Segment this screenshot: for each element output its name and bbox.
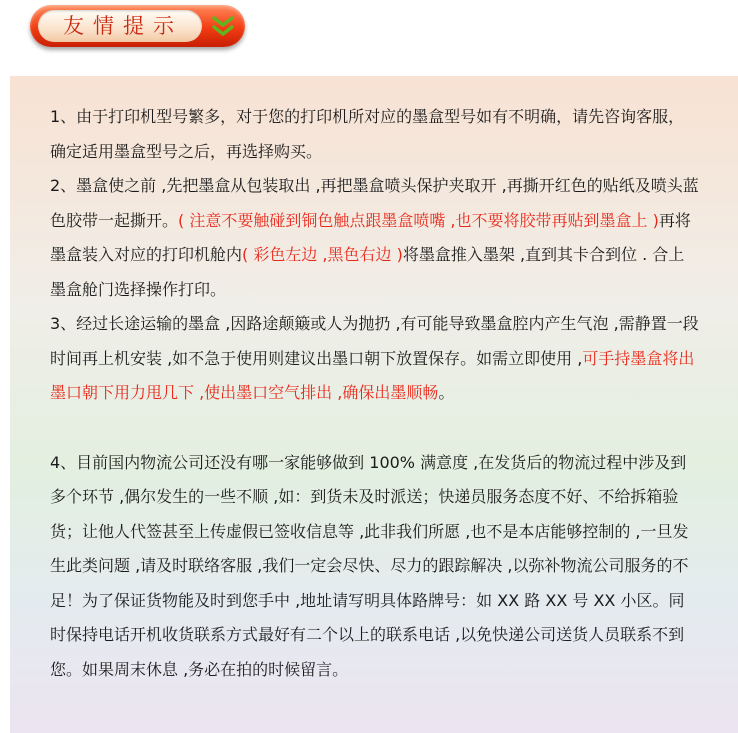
notice-item-2-text-2: 再将墨盒装入对应的打印机舱内	[50, 210, 691, 264]
notice-item-3-text: 3、经过长途运输的墨盒 ,因路途颠簸或人为抛扔 ,有可能导致墨盒腔内产生气泡 ,需静置一段时间再上机安装 ,如不急于使用则建议出墨口朝下放置保存。如需立即使用 ,	[50, 314, 699, 368]
notice-item-2-text: 2、墨盒使之前 ,先把墨盒从包装取出 ,再把墨盒喷头保护夹取开 ,再撕开红色的贴纸及喷头蓝色胶带一起撕开。	[50, 176, 699, 230]
spacer	[50, 411, 700, 446]
notice-item-2-warning: ( 注意不要触碰到铜色触点跟墨盒喷嘴 ,也不要将胶带再贴到墨盒上 )	[178, 210, 659, 230]
notice-item-2-text-3: 将墨盒推入墨架 ,直到其卡合到位 . 合上墨盒舱门选择操作打印。	[50, 245, 685, 299]
notice-item-3-warning: 可手持墨盒将出墨口朝下用力甩几下 ,使出墨口空气排出 ,确保出墨顺畅	[50, 348, 695, 402]
notice-item-3	[50, 307, 700, 411]
notice-panel	[10, 76, 738, 733]
tip-banner-label-area	[38, 10, 202, 42]
notice-item-2-slot-hint: ( 彩色左边 ,黑色右边 )	[242, 245, 403, 264]
notice-item-3-end: 。	[438, 383, 455, 402]
notice-item-1: 1、由于打印机型号繁多，对于您的打印机所对应的墨盒型号如有不明确，请先咨询客服，确定适用墨盒型号之后，再选择购买。	[50, 107, 685, 161]
notice-content	[50, 100, 700, 687]
tip-title: 友情提示	[63, 14, 183, 38]
notice-item-4: 4、目前国内物流公司还没有哪一家能够做到 100% 满意度 ,在发货后的物流过程中涉及到多个环节 ,偶尔发生的一些不顺 ,如：到货未及时派送；快递员服务态度不好、不给拆箱验货；让他人代签甚至上传虚假已签收信息等 ,此非我们所愿 ,也不是本店能够控制的 ,一旦发生此类问题 ,请及时联络客服 ,我们一定会尽快、尽力的跟踪解决 ,以弥补物流公司服务的不足！为了保证货物能及时到您手中 ,地址请写明具体路牌号：如 XX 路 XX 号 XX 小区。同时保持电话开机收货联系方式最好有二个以上的联系电话 ,以免快递公司送货人员联系不到您。如果周末休息 ,务必在拍的时候留言。	[50, 452, 689, 679]
double-chevron-down-icon	[210, 14, 236, 38]
tip-banner	[30, 5, 245, 47]
notice-item-2	[50, 169, 700, 307]
